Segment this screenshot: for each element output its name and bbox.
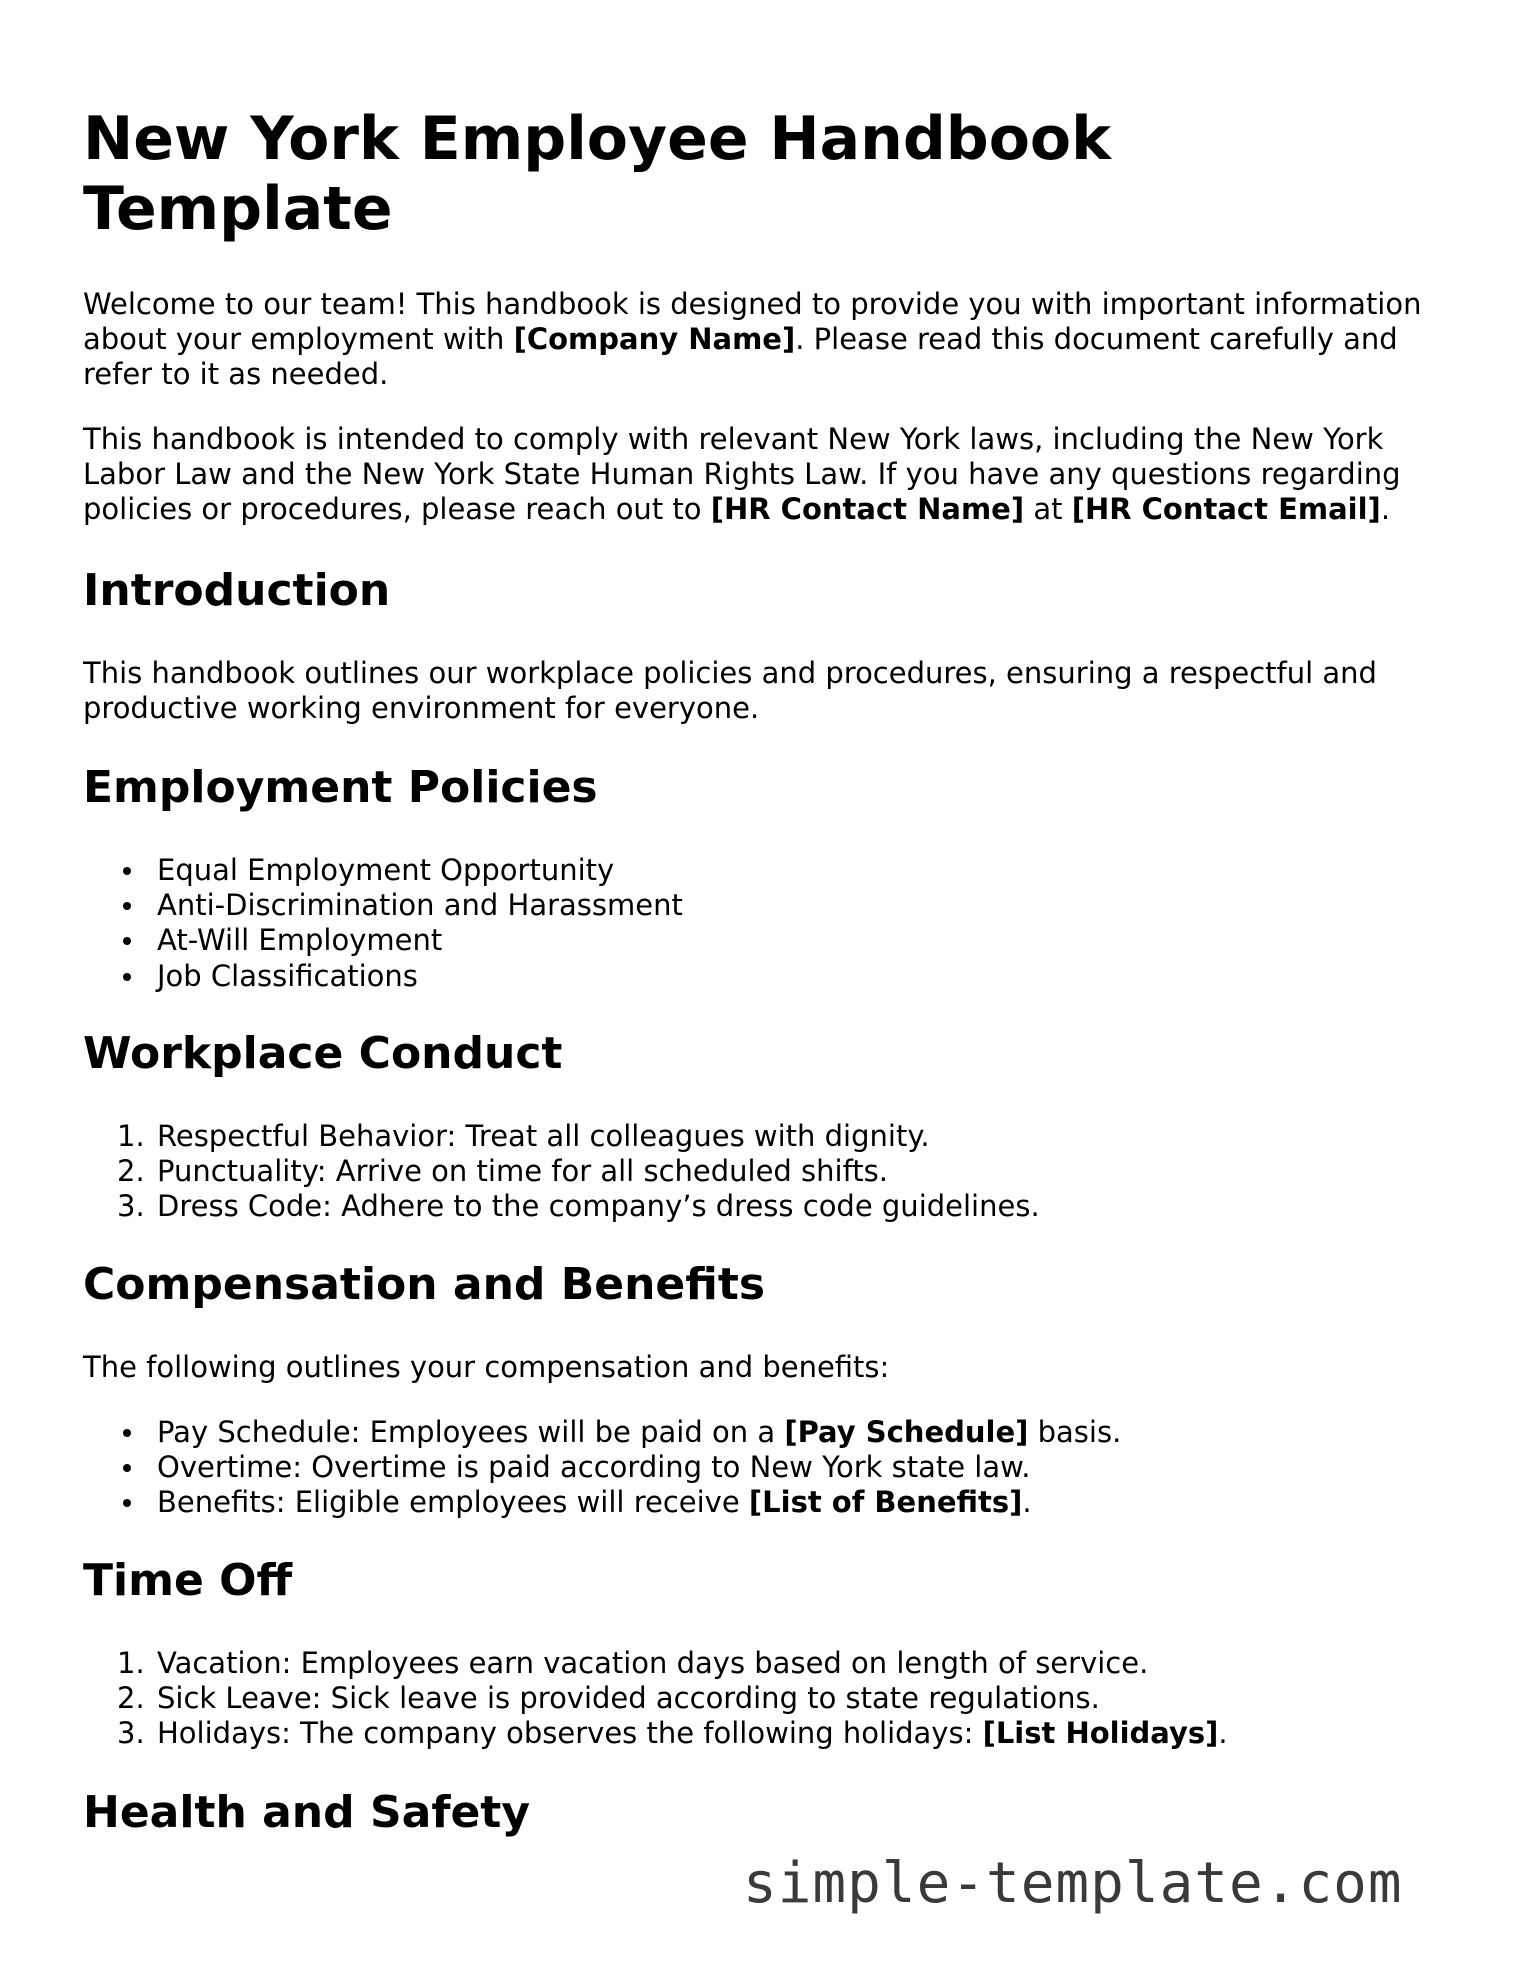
section-heading-compensation: Compensation and Benefits: [83, 1259, 766, 1310]
compliance-paragraph: This handbook is intended to comply with relevant New York laws, including the New York Labor Law and the New York State Human Rights Law. If you have any questions regarding policies or procedures, please reach out to [HR Contact Name] at [HR Contact Email].: [83, 422, 1401, 526]
list-item: Pay Schedule: Employees will be paid on a [Pay Schedule] basis.: [83, 1415, 1121, 1450]
hr-name-placeholder: [HR Contact Name]: [710, 492, 1025, 526]
company-name-placeholder: [Company Name]: [513, 322, 796, 356]
list-item: 3. Holidays: The company observes the following holidays: [List Holidays].: [117, 1716, 1228, 1751]
compensation-list: [83, 1415, 1121, 1521]
pay-schedule-placeholder: [Pay Schedule]: [784, 1415, 1029, 1449]
list-item: Benefits: Eligible employees will receive [List of Benefits].: [83, 1485, 1121, 1520]
list-item: 3. Dress Code: Adhere to the company’s dress code guidelines.: [117, 1189, 1040, 1224]
holidays-placeholder: [List Holidays]: [982, 1716, 1219, 1751]
section-heading-time-off: Time Off: [83, 1555, 293, 1606]
section-heading-workplace-conduct: Workplace Conduct: [83, 1028, 563, 1079]
time-off-list: [83, 1646, 1228, 1752]
list-item: At-Will Employment: [83, 923, 683, 958]
hr-email-placeholder: [HR Contact Email]: [1071, 492, 1381, 526]
list-item: 2. Punctuality: Arrive on time for all scheduled shifts.: [117, 1154, 888, 1189]
list-item: Job Classifications: [83, 959, 683, 994]
section-heading-health-safety: Health and Safety: [83, 1787, 531, 1838]
workplace-conduct-list: [83, 1119, 1040, 1225]
list-item: 1. Respectful Behavior: Treat all colleagues with dignity.: [117, 1119, 930, 1153]
list-item: 1. Vacation: Employees earn vacation days based on length of service.: [117, 1646, 1149, 1680]
list-item: Equal Employment Opportunity: [83, 853, 683, 888]
employment-policies-list: [83, 853, 683, 994]
section-heading-introduction: Introduction: [83, 565, 391, 616]
introduction-paragraph: This handbook outlines our workplace policies and procedures, ensuring a respectful and productive working environment for everyone.: [83, 656, 1377, 725]
section-heading-employment-policies: Employment Policies: [83, 762, 598, 813]
list-item: 2. Sick Leave: Sick leave is provided according to state regulations.: [117, 1681, 1100, 1716]
welcome-paragraph: Welcome to our team! This handbook is designed to provide you with important information about your employment with [Company Name]. Please read this document carefully and refer to it as needed.: [83, 287, 1422, 391]
watermark: simple-template.com: [743, 1851, 1403, 1916]
compensation-lead: The following outlines your compensation and benefits:: [83, 1350, 890, 1384]
page-title: New York Employee Handbook Template: [83, 104, 1112, 244]
list-item: Anti-Discrimination and Harassment: [83, 888, 683, 923]
benefits-placeholder: [List of Benefits]: [748, 1485, 1023, 1520]
list-item: Overtime: Overtime is paid according to New York state law.: [83, 1450, 1121, 1485]
